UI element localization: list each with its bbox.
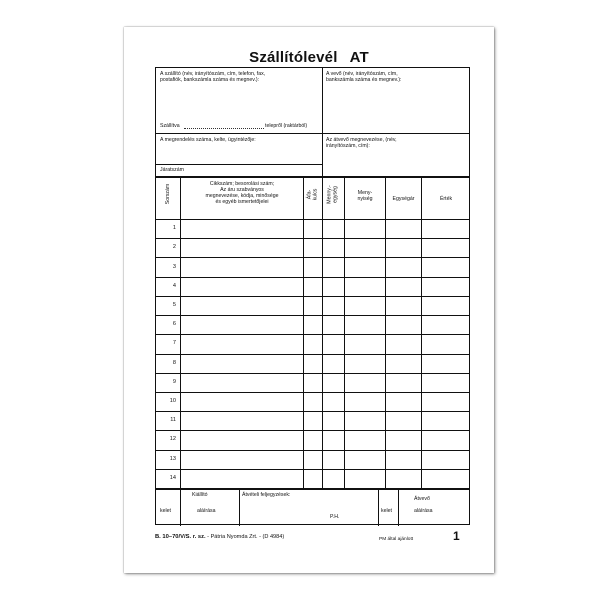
vehicle-label: Járatszám — [160, 167, 184, 173]
title-text: Szállítólevél — [249, 49, 338, 66]
row-number: 3 — [172, 263, 176, 270]
table-row-line — [156, 277, 469, 278]
table-row-line — [156, 411, 469, 412]
site-label: telepről (raktárból) — [265, 123, 308, 129]
col-item-header: Cikkszám; besorolási szám; Az áru szabványos megnevezése, kódja, minősége és egyéb ismertetőjelei — [205, 181, 279, 205]
header-divider — [322, 68, 323, 176]
sig-line-3 — [378, 488, 379, 526]
col-line-unit — [344, 176, 345, 488]
page-number: 1 — [453, 529, 460, 543]
date1-label: kelet — [160, 508, 171, 514]
sig-line-4 — [398, 488, 399, 526]
row-number: 4 — [172, 282, 176, 289]
shipped-label: Szállítva — [160, 123, 180, 129]
sig2-label: aláírása — [414, 508, 433, 514]
title-code: AT — [349, 49, 369, 66]
row-number: 2 — [172, 244, 176, 251]
col-price-header: Egységár — [392, 196, 415, 202]
table-row-line — [156, 354, 469, 355]
col-line-qty — [385, 176, 386, 488]
row-number: 8 — [172, 359, 176, 366]
table-row-line — [156, 315, 469, 316]
table-row-line — [156, 392, 469, 393]
row-number: 14 — [169, 474, 176, 481]
footer-form-code — [155, 534, 284, 540]
row-number: 11 — [170, 417, 176, 424]
sig-line-2 — [239, 488, 240, 526]
order-label: A megrendelés száma, kelte, ügyintézője: — [160, 137, 256, 143]
row-number: 13 — [169, 455, 176, 462]
row-number: 7 — [172, 340, 176, 347]
sig-line-1 — [180, 488, 181, 526]
table-row-line — [156, 257, 469, 258]
col-unit-header: Menny.- egység — [326, 185, 338, 204]
issuer-label: Kiállító — [192, 492, 208, 498]
form-code: B. 10–70/V/S. r. sz. — [155, 534, 206, 540]
header-row-line — [156, 133, 469, 134]
notes-label: Átvételi feljegyzések: — [242, 492, 291, 498]
table-row-line — [156, 296, 469, 297]
date2-label: kelet — [381, 508, 392, 514]
ph-label: P.H. — [330, 514, 340, 520]
col-line-vat — [322, 176, 323, 488]
col-line-item — [303, 176, 304, 488]
receiver-sig-label: Átvevő — [414, 496, 430, 502]
table-row-line — [156, 373, 469, 374]
form-title — [124, 49, 494, 66]
table-row-line — [156, 430, 469, 431]
shipped-dots — [184, 128, 264, 129]
vehicle-line — [156, 164, 322, 165]
footer-recommended: PM által ajánlott — [379, 537, 414, 542]
table-header-line — [156, 219, 469, 220]
col-serial-header: Sorszám — [165, 183, 171, 205]
header-bottom-line — [156, 176, 469, 178]
col-qty-header: Meny- nyiség — [357, 190, 373, 202]
table-row-line — [156, 238, 469, 239]
row-number: 5 — [172, 301, 176, 308]
supplier-label: A szállító (név, irányítószám, cím, telefon, fax, postafiók, bankszámla száma és megnev.): — [160, 71, 266, 83]
col-vat-header: Áfa- kulcs — [306, 188, 318, 201]
row-number: 12 — [169, 436, 176, 443]
buyer-label: A vevő (név, irányítószám, cím, bankszámla száma és megnev.): — [326, 71, 402, 83]
col-line-serial — [180, 176, 181, 488]
signature-top-line — [156, 488, 469, 490]
row-number: 1 — [172, 225, 176, 232]
receiver-label: Az átvevő megnevezése, (név, irányítószám, cím): — [326, 137, 397, 149]
sig1-label: aláírása — [197, 508, 216, 514]
row-number: 9 — [172, 378, 176, 385]
printer-info: - Pátria Nyomda Zrt. - (D 4984) — [207, 534, 285, 540]
table-row-line — [156, 450, 469, 451]
form-sheet — [124, 27, 494, 573]
col-line-price — [421, 176, 422, 488]
table-row-line — [156, 334, 469, 335]
row-number: 10 — [169, 398, 176, 405]
table-row-line — [156, 469, 469, 470]
form-frame — [155, 67, 470, 525]
col-value-header: Érték — [439, 196, 453, 202]
row-number: 6 — [172, 321, 176, 328]
